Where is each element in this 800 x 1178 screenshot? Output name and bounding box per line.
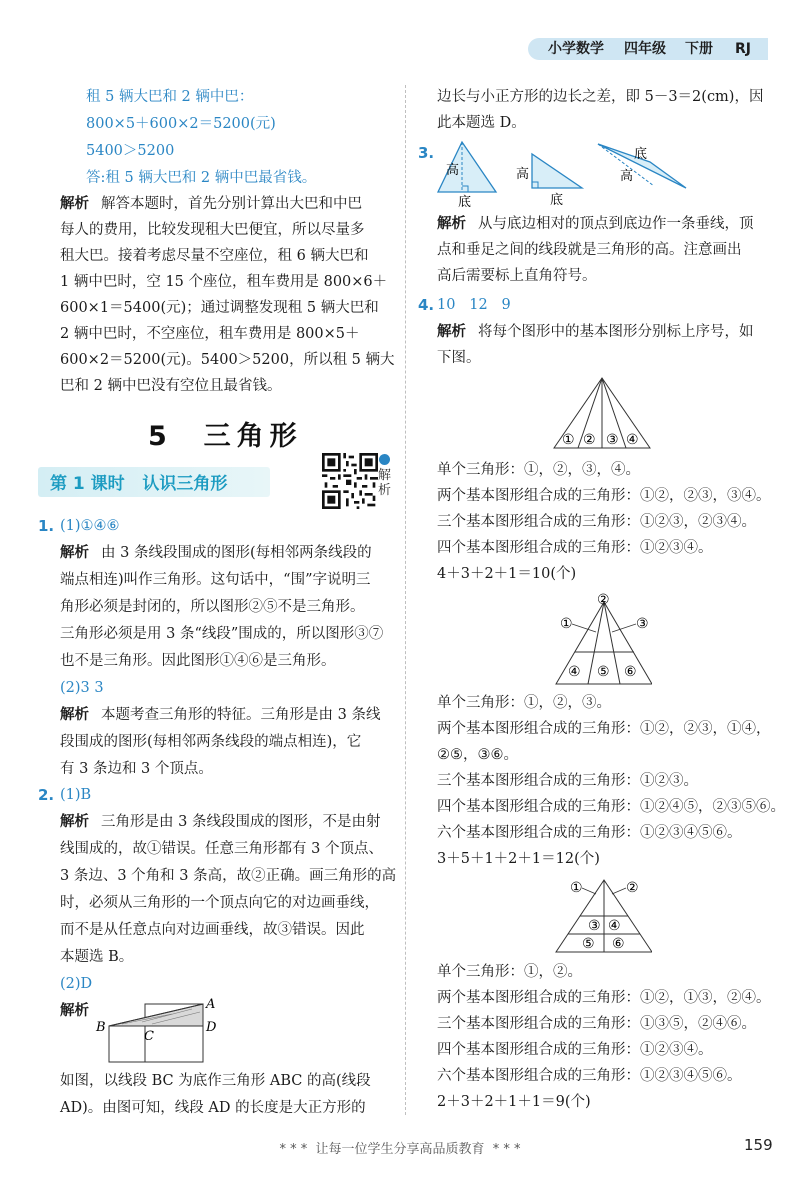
fig1-num-3: ③ bbox=[606, 432, 619, 448]
fig3-num-6: ⑥ bbox=[612, 936, 625, 952]
q2-answer-1: (1)B bbox=[60, 787, 92, 803]
fig1-num-1: ① bbox=[562, 432, 575, 448]
page-header bbox=[528, 38, 768, 60]
column-divider bbox=[405, 85, 406, 1115]
bus-analysis-3: 租大巴。接着考虑尽量不空座位，租 6 辆大巴和 bbox=[60, 248, 369, 264]
q2-analysis-6: 本题选 B。 bbox=[60, 949, 134, 965]
fig2-num-2: ② bbox=[597, 592, 610, 608]
block3-line-3: 三个基本图形组合成的三角形：①③⑤，②④⑥。 bbox=[437, 1016, 756, 1032]
right-top-1: 边长与小正方形的边长之差，即 5－3＝2(cm)，因 bbox=[437, 89, 764, 105]
q2-analysis-4: 时，必须从三角形的一个顶点向它的对边画垂线， bbox=[60, 895, 379, 911]
q3-tri3-base: 底 bbox=[634, 147, 648, 162]
fig2-num-3: ③ bbox=[636, 616, 649, 632]
block2-line-7: 3＋5＋1＋2＋1＝12(个) bbox=[437, 851, 600, 867]
page-number: 159 bbox=[744, 1136, 773, 1154]
q2-analysis-label: 解析 bbox=[60, 814, 89, 830]
lesson-title: 第 1 课时 认识三角形 bbox=[50, 474, 228, 494]
block2-line-2: 两个基本图形组合成的三角形：①②，②③，①④， bbox=[437, 721, 771, 737]
q1-analysis2-3: 有 3 条边和 3 个顶点。 bbox=[60, 761, 213, 777]
q1-analysis-5: 也不是三角形。因此图形①④⑥是三角形。 bbox=[60, 653, 336, 669]
qr-badge-icon bbox=[379, 454, 390, 465]
q1-answer-1: (1)①④⑥ bbox=[60, 518, 120, 534]
chapter-title: 5 三角形 bbox=[148, 421, 303, 452]
q2-answer-2: (2)D bbox=[60, 976, 93, 992]
fig-label-a: A bbox=[206, 997, 216, 1012]
q3-tri1-height: 高 bbox=[446, 163, 460, 178]
bus-line-2: 800×5＋600×2＝5200(元) bbox=[86, 116, 276, 132]
fig-label-b: B bbox=[96, 1020, 106, 1035]
bus-analysis-1: 解答本题时，首先分别计算出大巴和中巴 bbox=[101, 196, 362, 212]
bus-line-3: 5400＞5200 bbox=[86, 143, 175, 159]
fig2-num-5: ⑤ bbox=[597, 664, 610, 680]
header-subject: 小学数学 bbox=[548, 41, 604, 57]
q2-analysis-3: 3 条边、3 个角和 3 条高，故②正确。画三角形的高 bbox=[60, 868, 397, 884]
q2-analysis-5: 而不是从任意点向对边画垂线，故③错误。因此 bbox=[60, 922, 365, 938]
q2-number: 2. bbox=[38, 786, 55, 804]
footer-slogan: * * * 让每一位学生分享高品质教育 * * * bbox=[279, 1142, 521, 1157]
q1-analysis2-1: 本题考查三角形的特征。三角形是由 3 条线 bbox=[101, 707, 381, 723]
q1-analysis2-label: 解析 bbox=[60, 707, 89, 723]
q1-analysis-3: 角形必须是封闭的，所以图形②⑤不是三角形。 bbox=[60, 599, 365, 615]
q1-analysis2-2: 段围成的图形(每相邻两条线段的端点相连)，它 bbox=[60, 734, 362, 750]
block2-line-3: ②⑤，③⑥。 bbox=[437, 747, 518, 763]
right-top-2: 此本题选 D。 bbox=[437, 115, 526, 131]
fig3-num-4: ④ bbox=[608, 918, 621, 934]
block1-line-5: 4＋3＋2＋1＝10(个) bbox=[437, 566, 577, 582]
q4-number: 4. bbox=[418, 296, 435, 314]
analysis-label: 解析 bbox=[60, 196, 89, 212]
fig3-num-1: ① bbox=[570, 880, 583, 896]
q3-tri2-base: 底 bbox=[550, 193, 564, 208]
fig3-num-3: ③ bbox=[588, 918, 601, 934]
block1-line-2: 两个基本图形组合成的三角形：①②，②③，③④。 bbox=[437, 488, 771, 504]
fig3-num-5: ⑤ bbox=[582, 936, 595, 952]
q4-answer: 10 12 9 bbox=[437, 297, 511, 313]
block3-line-2: 两个基本图形组合成的三角形：①②，①③，②④。 bbox=[437, 990, 771, 1006]
block2-line-1: 单个三角形：①，②，③。 bbox=[437, 695, 611, 711]
q3-tri1-base: 底 bbox=[458, 195, 472, 208]
q1-analysis-1: 由 3 条线段围成的图形(每相邻两条线段的 bbox=[101, 545, 372, 561]
split-triangle-figure bbox=[552, 588, 652, 688]
block1-line-1: 单个三角形：①，②，③，④。 bbox=[437, 462, 640, 478]
q1-analysis-label: 解析 bbox=[60, 545, 89, 561]
bus-analysis-8: 巴和 2 辆中巴没有空位且最省钱。 bbox=[60, 378, 282, 394]
squares-figure bbox=[92, 994, 232, 1068]
fig3-num-2: ② bbox=[626, 880, 639, 896]
q3-analysis-2: 点和垂足之间的线段就是三角形的高。注意画出 bbox=[437, 242, 742, 258]
block3-line-5: 六个基本图形组合成的三角形：①②③④⑤⑥。 bbox=[437, 1068, 742, 1084]
fig-label-c: C bbox=[144, 1029, 154, 1044]
block3-line-1: 单个三角形：①，②。 bbox=[437, 964, 582, 980]
block2-line-5: 四个基本图形组合成的三角形：①②④⑤，②③⑤⑥。 bbox=[437, 799, 785, 815]
fig2-num-6: ⑥ bbox=[624, 664, 637, 680]
qr-label: 解析 bbox=[378, 468, 392, 498]
block2-line-4: 三个基本图形组合成的三角形：①②③。 bbox=[437, 773, 698, 789]
bus-analysis-2: 每人的费用，比较发现租大巴便宜，所以尽量多 bbox=[60, 222, 365, 238]
q1-analysis-2: 端点相连)叫作三角形。这句话中，“围”字说明三 bbox=[60, 572, 371, 588]
header-grade: 四年级 bbox=[624, 41, 666, 57]
q2-analysis2-label: 解析 bbox=[60, 1003, 89, 1019]
fig1-num-4: ④ bbox=[626, 432, 639, 448]
q4-analysis-2: 下图。 bbox=[437, 350, 481, 366]
fig-label-d: D bbox=[206, 1020, 217, 1035]
q3-triangles-figure bbox=[432, 138, 692, 208]
header-edition: RJ bbox=[735, 41, 751, 57]
q2-analysis-1: 三角形是由 3 条线段围成的图形，不是由射 bbox=[101, 814, 381, 830]
fig1-num-2: ② bbox=[583, 432, 596, 448]
block3-line-6: 2＋3＋2＋1＋1＝9(个) bbox=[437, 1094, 591, 1110]
fig2-num-4: ④ bbox=[568, 664, 581, 680]
fig2-num-1: ① bbox=[560, 616, 573, 632]
q3-analysis-1: 从与底边相对的顶点到底边作一条垂线，顶 bbox=[478, 216, 754, 232]
bus-analysis-7: 600×2＝5200(元)。5400＞5200，所以租 5 辆大 bbox=[60, 352, 395, 368]
q2-analysis2-1: 如图，以线段 BC 为底作三角形 ABC 的高(线段 bbox=[60, 1073, 371, 1089]
bus-analysis-6: 2 辆中巴时，不空座位，租车费用是 800×5＋ bbox=[60, 326, 360, 342]
q3-number: 3. bbox=[418, 144, 435, 162]
block2-line-6: 六个基本图形组合成的三角形：①②③④⑤⑥。 bbox=[437, 825, 742, 841]
block1-line-4: 四个基本图形组合成的三角形：①②③④。 bbox=[437, 540, 713, 556]
bus-analysis-5: 600×1＝5400(元)；通过调整发现租 5 辆大巴和 bbox=[60, 300, 379, 316]
lesson-banner bbox=[38, 467, 270, 497]
layered-triangle-figure bbox=[552, 876, 652, 956]
qr-code-icon[interactable] bbox=[322, 453, 378, 509]
block3-line-4: 四个基本图形组合成的三角形：①②③④。 bbox=[437, 1042, 713, 1058]
q2-analysis2-2: AD)。由图可知，线段 AD 的长度是大正方形的 bbox=[60, 1100, 366, 1116]
q1-analysis-4: 三角形必须是用 3 条“线段”围成的，所以图形③⑦ bbox=[60, 626, 384, 642]
q4-analysis-label: 解析 bbox=[437, 324, 466, 340]
q1-answer-2: (2)3 3 bbox=[60, 680, 104, 696]
block1-line-3: 三个基本图形组合成的三角形：①②③，②③④。 bbox=[437, 514, 756, 530]
q1-number: 1. bbox=[38, 517, 55, 535]
header-volume: 下册 bbox=[685, 41, 713, 57]
q3-analysis-3: 高后需要标上直角符号。 bbox=[437, 268, 597, 284]
q3-analysis-label: 解析 bbox=[437, 216, 466, 232]
q2-analysis-2: 线围成的，故①错误。任意三角形都有 3 个顶点、 bbox=[60, 841, 383, 857]
bus-analysis-4: 1 辆中巴时，空 15 个座位，租车费用是 800×6＋ bbox=[60, 274, 388, 290]
bus-line-1: 租 5 辆大巴和 2 辆中巴： bbox=[86, 89, 254, 105]
fan-triangle-figure bbox=[552, 376, 652, 452]
bus-line-4: 答:租 5 辆大巴和 2 辆中巴最省钱。 bbox=[86, 170, 317, 186]
q4-analysis-1: 将每个图形中的基本图形分别标上序号，如 bbox=[478, 324, 754, 340]
q3-tri3-height: 高 bbox=[620, 169, 634, 184]
q3-tri2-height: 高 bbox=[516, 167, 530, 182]
